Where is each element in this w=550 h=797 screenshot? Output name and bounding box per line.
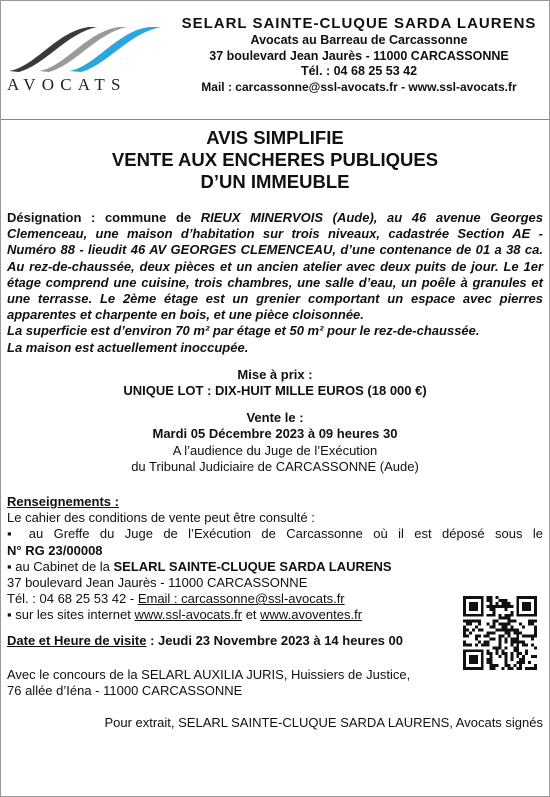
firm-mail: Mail : carcassonne@ssl-avocats.fr - www.ssl-avocats.fr (201, 79, 517, 94)
designation-occupancy: La maison est actuellement inoccupée (7, 339, 245, 355)
notice-title (1, 127, 549, 193)
designation-text-b: , au 46 avenue Georges Clemenceau, une maison d’habitation sur trois niveaux, cadastrée Section AE - Numéro 88 - lieudit 46 AV GEORGES CLEMENCEAU, d’une contenance de 01 a 38 ca. Au rez-de-chaussée, deux pièces et un ancien atelier avec deux puits de jour. Le 1er étage comprend une cuisine, trois chambres, une salle d’eau, un poêle à granules et une terrasse. Le 2ème étage est un grenier comportant un espace avec pierres apparentes et charpente en bois, et une pièce cloisonnée. (7, 210, 544, 323)
cabinet-name: SELARL SAINTE-CLUQUE SARDA LAURENS (113, 558, 392, 574)
firm-info (177, 15, 541, 95)
renseignements-label: Renseignements : (7, 494, 119, 510)
qr-code-icon[interactable] (463, 596, 537, 670)
concours-line-2: 76 allée d’Iéna - 11000 CARCASSONNE (7, 683, 243, 699)
concours (7, 667, 543, 699)
vente-date: Mardi 05 Décembre 2023 à 09 heures 30 (152, 426, 398, 442)
visite-value: : Jeudi 23 Novembre 2023 à 14 heures 00 (146, 632, 403, 648)
mise-a-prix (7, 367, 543, 399)
visite-label: Date et Heure de visite (7, 632, 147, 648)
site-avoventes-link[interactable]: www.avoventes.fr (260, 607, 363, 623)
designation-surface: La superficie est d’environ 70 m² par étage et 50 m² pour le rez-de-chaussée. (7, 323, 480, 339)
cabinet-prefix: ▪ au Cabinet de la (7, 558, 114, 574)
firm-address: 37 boulevard Jean Jaurès - 11000 CARCASSONNE (209, 48, 509, 63)
mise-a-prix-label: Mise à prix : (237, 366, 313, 382)
title-line-3: D’UN IMMEUBLE (200, 171, 350, 192)
cabinet-email-link[interactable]: Email : carcassonne@ssl-avocats.fr (137, 591, 345, 607)
renseignements-greffe: ▪ au Greffe du Juge de l’Exécution de Carcassonne où il est déposé sous le (7, 526, 543, 542)
renseignements-intro: Le cahier des conditions de vente peut être consulté : (7, 510, 315, 526)
renseignements-cabinet (7, 559, 543, 575)
designation-text-a: commune de (104, 210, 201, 225)
avocats-logo (5, 23, 165, 101)
concours-line-1: Avec le concours de la SELARL AUXILIA JURIS, Huissiers de Justice, (7, 666, 411, 682)
firm-name: SELARL SAINTE-CLUQUE SARDA LAURENS (181, 15, 537, 32)
designation-commune: RIEUX MINERVOIS (Aude) (200, 210, 374, 225)
title-line-2: VENTE AUX ENCHERES PUBLIQUES (111, 149, 439, 170)
letterhead (1, 1, 549, 119)
sites-and: et (242, 607, 261, 623)
sites-prefix: ▪ sur les sites internet (7, 607, 135, 623)
title-line-1: AVIS SIMPLIFIE (206, 127, 344, 148)
vente-line-2: du Tribunal Judiciaire de CARCASSONNE (Aude) (131, 458, 419, 474)
vente (7, 410, 543, 475)
logo-swoosh-icon (5, 23, 165, 73)
designation: Désignation : commune de RIEUX MINERVOIS (Aude), au 46 avenue Georges Clemenceau, une maison d’habitation sur trois niveaux, cadastrée Section AE - Numéro 88 - lieudit 46 AV GEORGES CLEMENCEAU, d’une contenance de 01 a 38 ca. Au rez-de-chaussée, deux pièces et un ancien atelier avec deux puits de jour. Le 1er étage comprend une cuisine, trois chambres, une salle d’eau, un poêle à granules et une terrasse. Le 2ème étage est un grenier comportant un espace avec pierres apparentes et charpente en bois, et une pièce cloisonnée. La superficie est d’environ 70 m² par étage et 50 m² pour le rez-de-chaussée. La maison est actuellement inoccupée. (7, 210, 544, 355)
site-ssl-link[interactable]: www.ssl-avocats.fr (134, 607, 243, 623)
firm-phone: Tél. : 04 68 25 53 42 (300, 64, 418, 79)
extrait-signature: Pour extrait, SELARL SAINTE-CLUQUE SARDA LAURENS, Avocats signés (104, 715, 543, 731)
header-divider (1, 119, 549, 120)
mise-a-prix-value: UNIQUE LOT : DIX-HUIT MILLE EUROS (18 000 €) (123, 383, 427, 399)
vente-label: Vente le : (246, 410, 304, 426)
cabinet-tel: Tél. : 04 68 25 53 42 - (7, 591, 138, 607)
firm-bar: Avocats au Barreau de Carcassonne (250, 33, 468, 47)
logo-wordmark: AVOCATS (7, 75, 127, 94)
cabinet-address: 37 boulevard Jean Jaurès - 11000 CARCASSONNE (7, 575, 308, 591)
renseignements-rg: N° RG 23/00008 (7, 542, 103, 558)
designation-label: Désignation : (7, 210, 105, 225)
vente-line-1: A l’audience du Juge de l’Exécution (172, 442, 378, 458)
